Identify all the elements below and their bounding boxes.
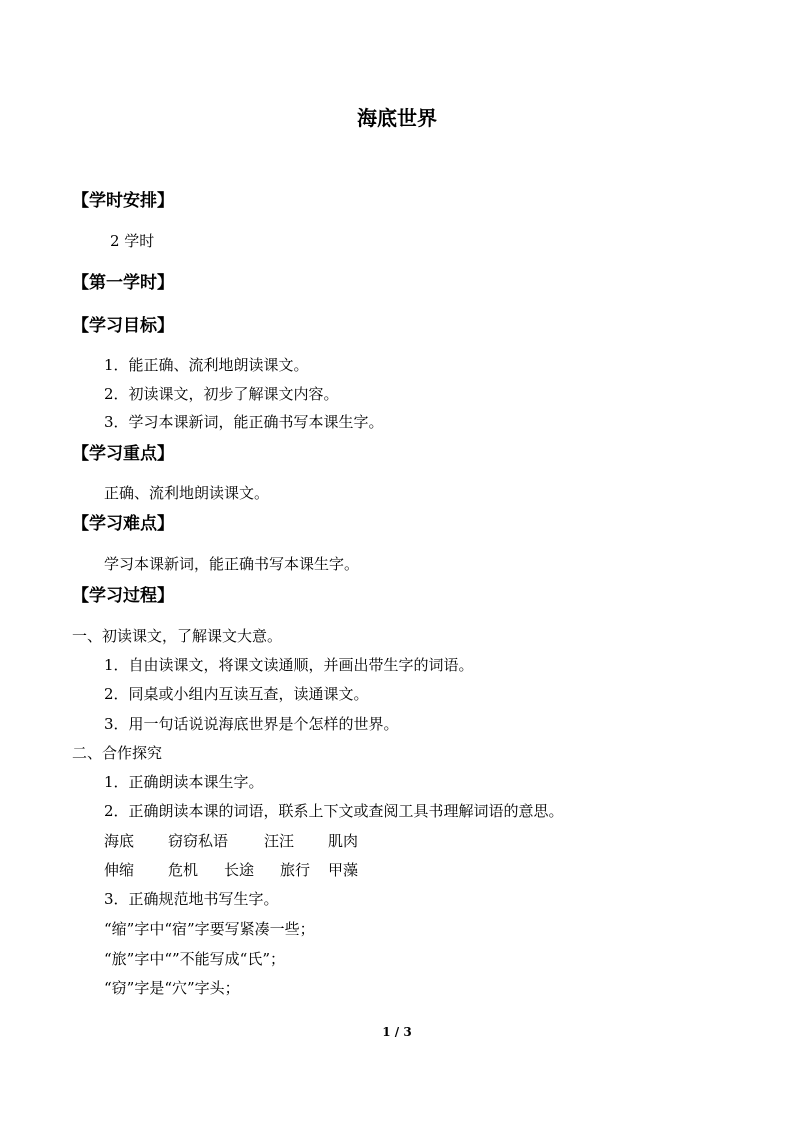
vocab-word: 长途 [224,861,255,879]
key-points-heading: 【学习重点】 [72,444,174,464]
document-title: 海底世界 [357,106,437,130]
difficulties-heading: 【学习难点】 [72,514,174,534]
first-period-heading: 【第一学时】 [72,273,174,293]
part2-item: 1．正确朗读本课生字。 [104,773,264,791]
schedule-text: 2 学时 [110,232,155,250]
part1-item: 2．同桌或小组内互读互查，读通课文。 [104,685,369,703]
part2-title: 二、合作探究 [72,744,163,762]
vocab-word: 旅行 [280,861,311,879]
vocab-word: 肌肉 [328,832,359,850]
vocab-word: 伸缩 [104,861,135,879]
schedule-heading: 【学时安排】 [72,191,174,211]
vocab-word: 汪汪 [264,832,295,850]
vocab-word: 海底 [104,832,135,850]
process-heading: 【学习过程】 [72,586,174,606]
goals-heading: 【学习目标】 [72,316,174,336]
writing-note: “缩”字中“宿”字要写紧凑一些； [104,920,315,938]
part2-item: 2．正确朗读本课的词语，联系上下文或查阅工具书理解词语的意思。 [104,802,564,820]
writing-note: “旅”字中“”不能写成“氏”； [104,950,286,968]
part2-item: 3．正确规范地书写生字。 [104,890,279,908]
part1-title: 一、初读课文，了解课文大意。 [72,627,283,645]
part1-item: 3．用一句话说说海底世界是个怎样的世界。 [104,715,399,733]
difficulties-text: 学习本课新词，能正确书写本课生字。 [104,555,360,573]
key-points-text: 正确、流利地朗读课文。 [104,484,270,502]
goal-item: 2．初读课文，初步了解课文内容。 [104,385,339,403]
writing-note: “窃”字是“穴”字头； [104,979,240,997]
goal-item: 3．学习本课新词，能正确书写本课生字。 [104,413,384,431]
vocab-word: 危机 [168,861,199,879]
page-number: 1 / 3 [382,1025,412,1039]
vocab-word: 窃窃私语 [168,832,229,850]
part1-item: 1．自由读课文，将课文读通顺，并画出带生字的词语。 [104,656,474,674]
vocab-word: 甲藻 [328,861,359,879]
goal-item: 1．能正确、流利地朗读课文。 [104,356,309,374]
